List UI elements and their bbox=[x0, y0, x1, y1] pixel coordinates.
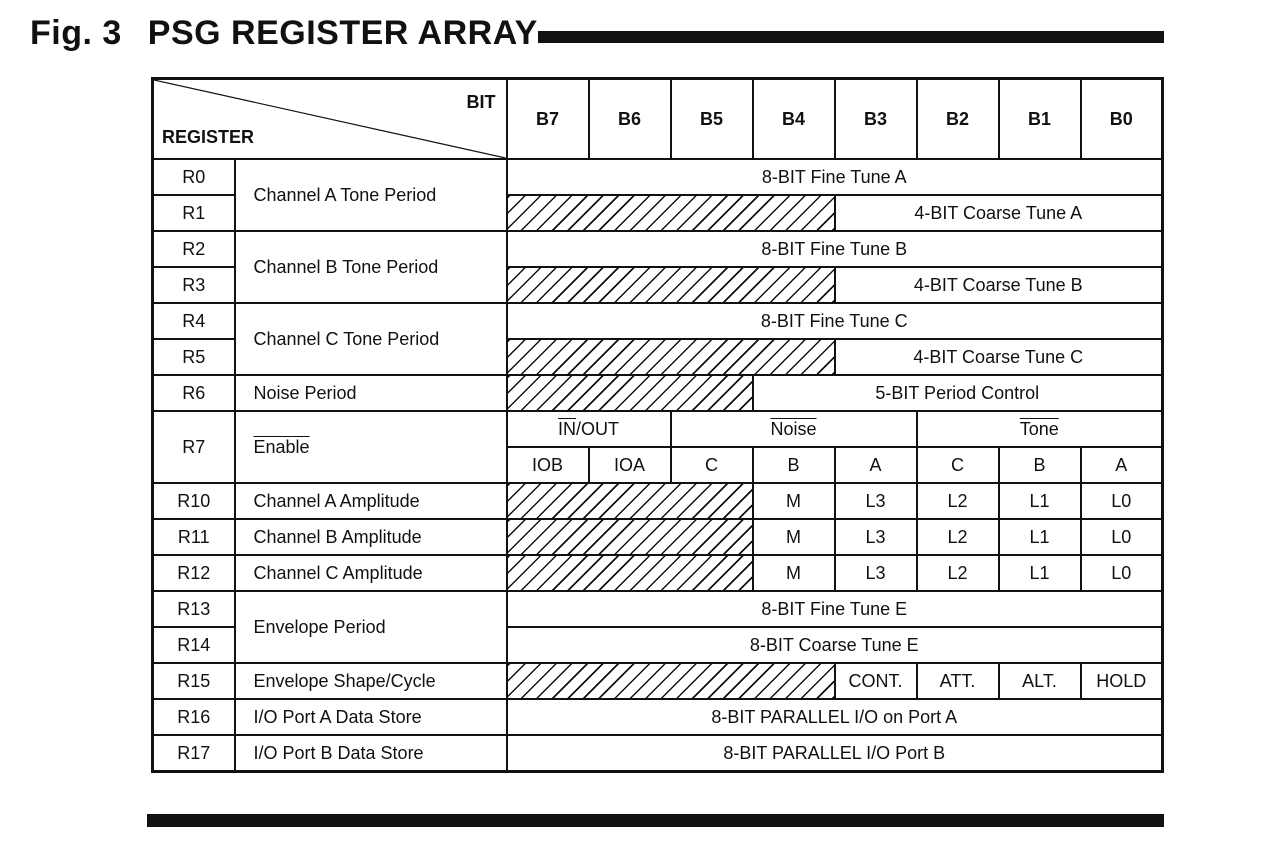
register-id: R17 bbox=[153, 735, 235, 772]
row-r0 bbox=[153, 159, 1163, 195]
register-id: R0 bbox=[153, 159, 235, 195]
bit-cell: M bbox=[753, 483, 835, 519]
out-label: /OUT bbox=[576, 418, 619, 439]
figure-number: Fig. 3 bbox=[30, 14, 122, 52]
register-name: Channel B Tone Period bbox=[235, 231, 507, 303]
register-id: R5 bbox=[153, 339, 235, 375]
bit-cell: L3 bbox=[835, 555, 917, 591]
bit-cell: C bbox=[671, 447, 753, 483]
field-cell: 4-BIT Coarse Tune A bbox=[835, 195, 1163, 231]
bit-header-b3: B3 bbox=[835, 79, 917, 160]
row-r12 bbox=[153, 555, 1163, 591]
bit-cell: IOA bbox=[589, 447, 671, 483]
register-name: Envelope Period bbox=[235, 591, 507, 663]
row-r13 bbox=[153, 591, 1163, 627]
bit-cell: L2 bbox=[917, 555, 999, 591]
register-id: R2 bbox=[153, 231, 235, 267]
bit-cell: L1 bbox=[999, 555, 1081, 591]
figure-title bbox=[30, 14, 538, 53]
bit-cell: CONT. bbox=[835, 663, 917, 699]
row-r16 bbox=[153, 699, 1163, 735]
register-id: R13 bbox=[153, 591, 235, 627]
bit-cell: L3 bbox=[835, 483, 917, 519]
bit-cell: HOLD bbox=[1081, 663, 1163, 699]
field-cell: 8-BIT Coarse Tune E bbox=[507, 627, 1163, 663]
figure-caption: PSG REGISTER ARRAY bbox=[147, 14, 538, 52]
register-label: REGISTER bbox=[162, 127, 255, 147]
bit-cell: L0 bbox=[1081, 519, 1163, 555]
row-r10 bbox=[153, 483, 1163, 519]
field-cell: 4-BIT Coarse Tune B bbox=[835, 267, 1163, 303]
register-name: I/O Port A Data Store bbox=[235, 699, 507, 735]
register-id: R3 bbox=[153, 267, 235, 303]
register-name: I/O Port B Data Store bbox=[235, 735, 507, 772]
bit-label: BIT bbox=[466, 92, 496, 112]
row-r6 bbox=[153, 375, 1163, 411]
bit-cell: ALT. bbox=[999, 663, 1081, 699]
bit-cell: IOB bbox=[507, 447, 589, 483]
register-id: R7 bbox=[153, 411, 235, 483]
row-r11 bbox=[153, 519, 1163, 555]
field-cell: 8-BIT PARALLEL I/O on Port A bbox=[507, 699, 1163, 735]
bit-cell: L3 bbox=[835, 519, 917, 555]
register-id: R6 bbox=[153, 375, 235, 411]
field-cell: 5-BIT Period Control bbox=[753, 375, 1163, 411]
bit-cell: L2 bbox=[917, 483, 999, 519]
register-name bbox=[235, 411, 507, 483]
bit-cell: B bbox=[999, 447, 1081, 483]
bit-cell: L0 bbox=[1081, 483, 1163, 519]
bit-header-b6: B6 bbox=[589, 79, 671, 160]
bit-header-b1: B1 bbox=[999, 79, 1081, 160]
register-id: R4 bbox=[153, 303, 235, 339]
in-out-group bbox=[507, 411, 671, 447]
header-corner-cell bbox=[153, 79, 507, 160]
bit-cell: ATT. bbox=[917, 663, 999, 699]
field-cell: 8-BIT Fine Tune B bbox=[507, 231, 1163, 267]
header-row bbox=[153, 79, 1163, 160]
row-r7 bbox=[153, 411, 1163, 447]
tone-group bbox=[917, 411, 1163, 447]
field-cell: 8-BIT Fine Tune C bbox=[507, 303, 1163, 339]
register-id: R11 bbox=[153, 519, 235, 555]
field-cell: 4-BIT Coarse Tune C bbox=[835, 339, 1163, 375]
title-rule bbox=[538, 31, 1164, 43]
bit-cell: M bbox=[753, 555, 835, 591]
unused-bits-hatch bbox=[507, 483, 753, 519]
register-id: R15 bbox=[153, 663, 235, 699]
register-name: Channel A Tone Period bbox=[235, 159, 507, 231]
in-label: $\overline{IN}$ bbox=[558, 418, 576, 439]
noise-group bbox=[671, 411, 917, 447]
register-name: Envelope Shape/Cycle bbox=[235, 663, 507, 699]
unused-bits-hatch bbox=[507, 195, 835, 231]
register-id: R16 bbox=[153, 699, 235, 735]
row-r2 bbox=[153, 231, 1163, 267]
bit-header-b2: B2 bbox=[917, 79, 999, 160]
enable-label: Enable bbox=[253, 436, 310, 457]
unused-bits-hatch bbox=[507, 663, 835, 699]
register-name: Channel C Amplitude bbox=[235, 555, 507, 591]
bit-header-b7: B7 bbox=[507, 79, 589, 160]
row-r4 bbox=[153, 303, 1163, 339]
bit-header-b5: B5 bbox=[671, 79, 753, 160]
tone-label: Tone bbox=[1019, 418, 1059, 439]
field-cell: 8-BIT PARALLEL I/O Port B bbox=[507, 735, 1163, 772]
register-name: Noise Period bbox=[235, 375, 507, 411]
register-id: R10 bbox=[153, 483, 235, 519]
register-id: R1 bbox=[153, 195, 235, 231]
row-r15 bbox=[153, 663, 1163, 699]
unused-bits-hatch bbox=[507, 519, 753, 555]
field-cell: 8-BIT Fine Tune E bbox=[507, 591, 1163, 627]
register-name: Channel A Amplitude bbox=[235, 483, 507, 519]
unused-bits-hatch bbox=[507, 375, 753, 411]
register-id: R12 bbox=[153, 555, 235, 591]
register-name: Channel B Amplitude bbox=[235, 519, 507, 555]
bit-cell: L0 bbox=[1081, 555, 1163, 591]
bit-cell: B bbox=[753, 447, 835, 483]
field-cell: 8-BIT Fine Tune A bbox=[507, 159, 1163, 195]
bottom-rule bbox=[147, 814, 1164, 827]
unused-bits-hatch bbox=[507, 267, 835, 303]
bit-cell: L1 bbox=[999, 519, 1081, 555]
bit-header-b0: B0 bbox=[1081, 79, 1163, 160]
register-table bbox=[151, 77, 1164, 773]
unused-bits-hatch bbox=[507, 339, 835, 375]
bit-cell: L1 bbox=[999, 483, 1081, 519]
bit-cell: M bbox=[753, 519, 835, 555]
bit-header-b4: B4 bbox=[753, 79, 835, 160]
row-r17 bbox=[153, 735, 1163, 772]
register-id: R14 bbox=[153, 627, 235, 663]
bit-cell: A bbox=[1081, 447, 1163, 483]
register-name: Channel C Tone Period bbox=[235, 303, 507, 375]
bit-cell: C bbox=[917, 447, 999, 483]
unused-bits-hatch bbox=[507, 555, 753, 591]
noise-label: Noise bbox=[770, 418, 817, 439]
bit-cell: A bbox=[835, 447, 917, 483]
bit-cell: L2 bbox=[917, 519, 999, 555]
